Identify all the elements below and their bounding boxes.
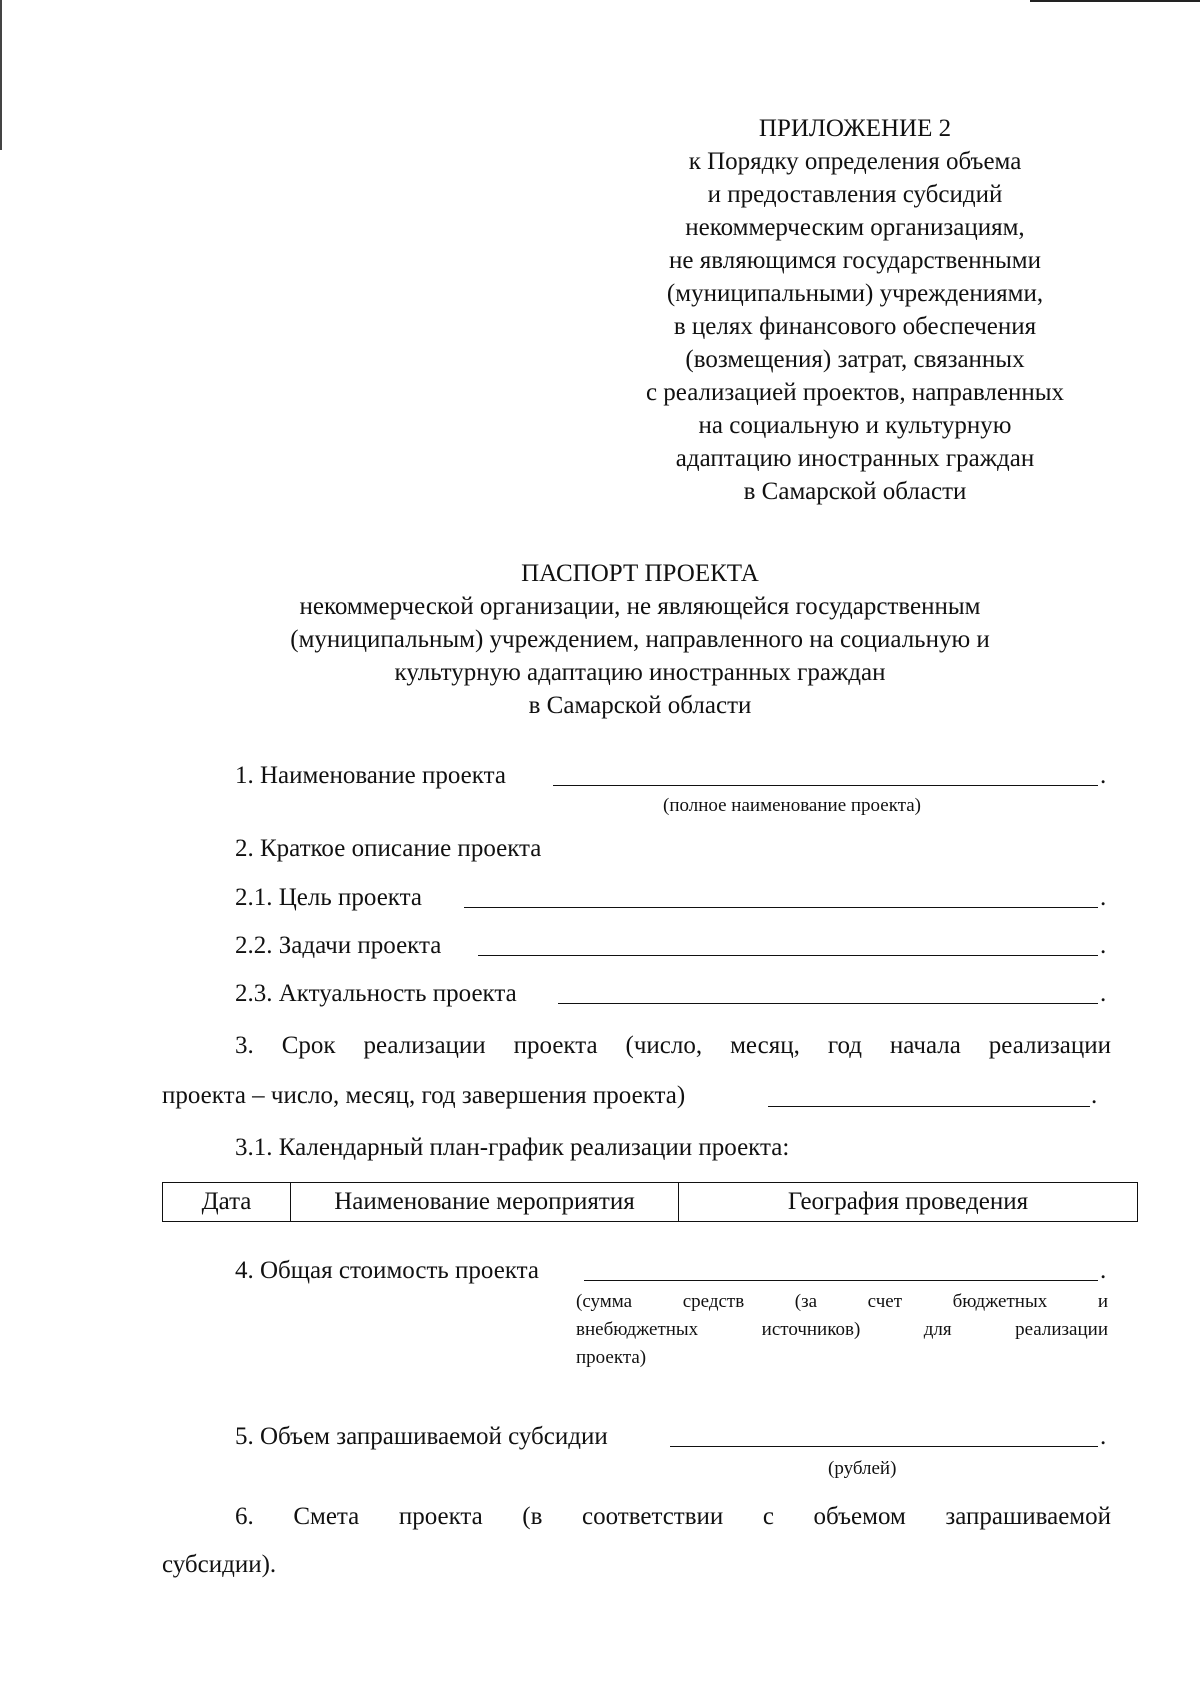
project-period-line[interactable] bbox=[768, 1106, 1090, 1107]
appendix-line: в Самарской области bbox=[743, 478, 967, 505]
passport-subtitle-line: в Самарской области bbox=[528, 692, 752, 719]
project-goal-label: 2.1. Цель проекта bbox=[235, 884, 422, 911]
subsidy-amount-line[interactable] bbox=[670, 1446, 1098, 1447]
total-cost-hint-line2: внебюджетных источников) для реализации bbox=[576, 1319, 1108, 1340]
project-relevance-label: 2.3. Актуальность проекта bbox=[235, 980, 517, 1007]
project-goal-line[interactable] bbox=[464, 907, 1098, 908]
total-cost-label: 4. Общая стоимость проекта bbox=[235, 1257, 539, 1284]
appendix-line: адаптацию иностранных граждан bbox=[675, 445, 1035, 472]
passport-subtitle-line: (муниципальным) учреждением, направленного на социальную и bbox=[290, 626, 990, 653]
total-cost-hint-line3: проекта) bbox=[576, 1347, 647, 1368]
project-tasks-label: 2.2. Задачи проекта bbox=[235, 932, 442, 959]
period-mark: . bbox=[1100, 1257, 1107, 1284]
column-header-date: Дата bbox=[163, 1183, 291, 1222]
total-cost-hint-line1: (сумма средств (за счет бюджетных и bbox=[576, 1291, 1108, 1312]
calendar-plan-table bbox=[162, 1182, 1138, 1222]
period-mark: . bbox=[1100, 762, 1107, 789]
project-tasks-line[interactable] bbox=[478, 955, 1098, 956]
period-mark: . bbox=[1091, 1082, 1098, 1109]
appendix-line: не являющимся государственными bbox=[669, 247, 1041, 274]
subsidy-amount-hint: (рублей) bbox=[828, 1458, 897, 1479]
passport-title: ПАСПОРТ ПРОЕКТА bbox=[521, 560, 759, 587]
total-cost-line[interactable] bbox=[584, 1280, 1098, 1281]
appendix-line: с реализацией проектов, направленных bbox=[645, 379, 1065, 406]
appendix-line: (муниципальными) учреждениями, bbox=[666, 280, 1044, 307]
project-period-line2: проекта – число, месяц, год завершения проекта) bbox=[162, 1082, 686, 1109]
appendix-line: в целях финансового обеспечения bbox=[673, 313, 1037, 340]
estimate-line2: субсидии). bbox=[162, 1551, 277, 1578]
scan-edge-mark bbox=[0, 0, 2, 150]
project-name-label: 1. Наименование проекта bbox=[235, 762, 506, 789]
period-mark: . bbox=[1100, 932, 1107, 959]
header-rule bbox=[1030, 0, 1200, 2]
table-header-row bbox=[163, 1183, 1138, 1222]
appendix-title: ПРИЛОЖЕНИЕ 2 bbox=[758, 115, 952, 142]
column-header-geography: География проведения bbox=[679, 1183, 1138, 1222]
period-mark: . bbox=[1100, 980, 1107, 1007]
calendar-plan-label: 3.1. Календарный план-график реализации проекта: bbox=[235, 1134, 790, 1161]
appendix-block bbox=[600, 112, 1110, 508]
appendix-line: (возмещения) затрат, связанных bbox=[685, 346, 1025, 373]
project-name-line[interactable] bbox=[553, 785, 1098, 786]
project-relevance-line[interactable] bbox=[558, 1003, 1098, 1004]
passport-subtitle-line: некоммерческой организации, не являющейся государственным bbox=[299, 593, 981, 620]
estimate-line1: 6. Смета проекта (в соответствии с объемом запрашиваемой bbox=[235, 1503, 1111, 1530]
appendix-line: к Порядку определения объема bbox=[688, 148, 1022, 175]
appendix-line: некоммерческим организациям, bbox=[685, 214, 1025, 241]
passport-subtitle-line: культурную адаптацию иностранных граждан bbox=[394, 659, 886, 686]
passport-heading bbox=[150, 557, 1130, 722]
project-name-hint: (полное наименование проекта) bbox=[663, 795, 921, 816]
project-period-line1: 3. Срок реализации проекта (число, месяц, год начала реализации bbox=[235, 1032, 1111, 1059]
period-mark: . bbox=[1100, 884, 1107, 911]
appendix-line: и предоставления субсидий bbox=[707, 181, 1003, 208]
appendix-line: на социальную и культурную bbox=[698, 412, 1012, 439]
column-header-event: Наименование мероприятия bbox=[291, 1183, 679, 1222]
period-mark: . bbox=[1100, 1423, 1107, 1450]
short-description-label: 2. Краткое описание проекта bbox=[235, 835, 542, 862]
subsidy-amount-label: 5. Объем запрашиваемой субсидии bbox=[235, 1423, 608, 1450]
